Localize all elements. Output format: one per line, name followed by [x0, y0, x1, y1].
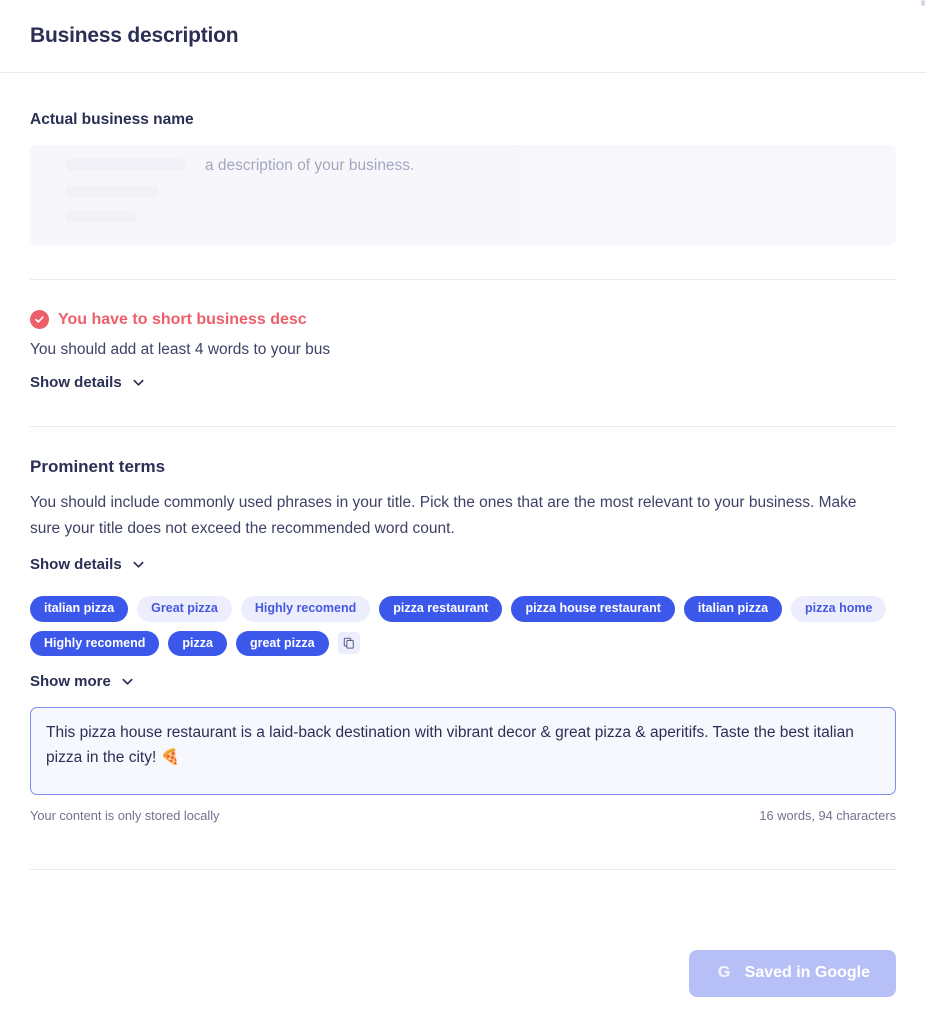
- prominent-terms-chip-list: [30, 596, 896, 656]
- page-title: Business description: [30, 24, 239, 47]
- term-chip[interactable]: pizza home: [791, 596, 886, 622]
- term-chip[interactable]: Great pizza: [137, 596, 232, 622]
- chevron-down-icon: [132, 376, 145, 389]
- term-chip[interactable]: italian pizza: [684, 596, 782, 622]
- panel-header: [0, 0, 926, 73]
- term-chip[interactable]: Highly recomend: [30, 631, 159, 657]
- term-chip[interactable]: pizza restaurant: [379, 596, 502, 622]
- business-name-label: Actual business name: [30, 111, 194, 128]
- chevron-down-icon: [132, 558, 145, 571]
- panel-footer: [0, 922, 926, 1024]
- description-preview-box[interactable]: [30, 145, 896, 245]
- term-chip[interactable]: great pizza: [236, 631, 329, 657]
- divider: [30, 869, 896, 870]
- terms-show-more-label: Show more: [30, 673, 111, 691]
- alert-title: You have to short business desc: [58, 310, 307, 328]
- editor-meta-row: [30, 808, 896, 823]
- description-placeholder-text: a description of your business.: [205, 157, 415, 174]
- description-textarea[interactable]: [30, 707, 896, 795]
- saved-in-google-button[interactable]: [689, 950, 896, 997]
- term-chip[interactable]: pizza: [168, 631, 227, 657]
- check-circle-icon: [30, 310, 49, 329]
- terms-show-details-button[interactable]: [30, 556, 145, 573]
- divider: [30, 426, 896, 427]
- scrollbar-thumb[interactable]: [921, 0, 925, 6]
- chevron-down-icon: [121, 675, 134, 688]
- terms-show-more-button[interactable]: [30, 673, 134, 690]
- scrollbar[interactable]: [920, 0, 926, 1024]
- saved-in-google-label: Saved in Google: [744, 964, 870, 981]
- placeholder-bar: [66, 211, 136, 223]
- term-chip[interactable]: italian pizza: [30, 596, 128, 622]
- description-editor-wrapper: [30, 707, 896, 823]
- alert-show-details-label: Show details: [30, 374, 122, 391]
- panel-body: [0, 73, 926, 922]
- validation-alert: [30, 310, 896, 392]
- placeholder-bar: [66, 185, 158, 197]
- term-chip[interactable]: pizza house restaurant: [511, 596, 674, 622]
- copy-icon[interactable]: [338, 632, 360, 654]
- placeholder-bar: [66, 159, 186, 171]
- alert-description: You should add at least 4 words to your bus: [30, 341, 331, 358]
- divider: [30, 279, 896, 280]
- terms-show-details-label: Show details: [30, 556, 122, 574]
- google-g-icon: G: [717, 964, 731, 981]
- prominent-terms-description: You should include commonly used phrases in your title. Pick the ones that are the most relevant to your business. Make sure your title does not exceed the recommended word count.: [30, 494, 857, 537]
- term-chip[interactable]: Highly recomend: [241, 596, 370, 622]
- storage-note: Your content is only stored locally: [30, 808, 220, 824]
- prominent-terms-heading: Prominent terms: [30, 457, 166, 476]
- word-character-counter: 16 words, 94 characters: [759, 808, 896, 824]
- alert-show-details-button[interactable]: [30, 374, 145, 391]
